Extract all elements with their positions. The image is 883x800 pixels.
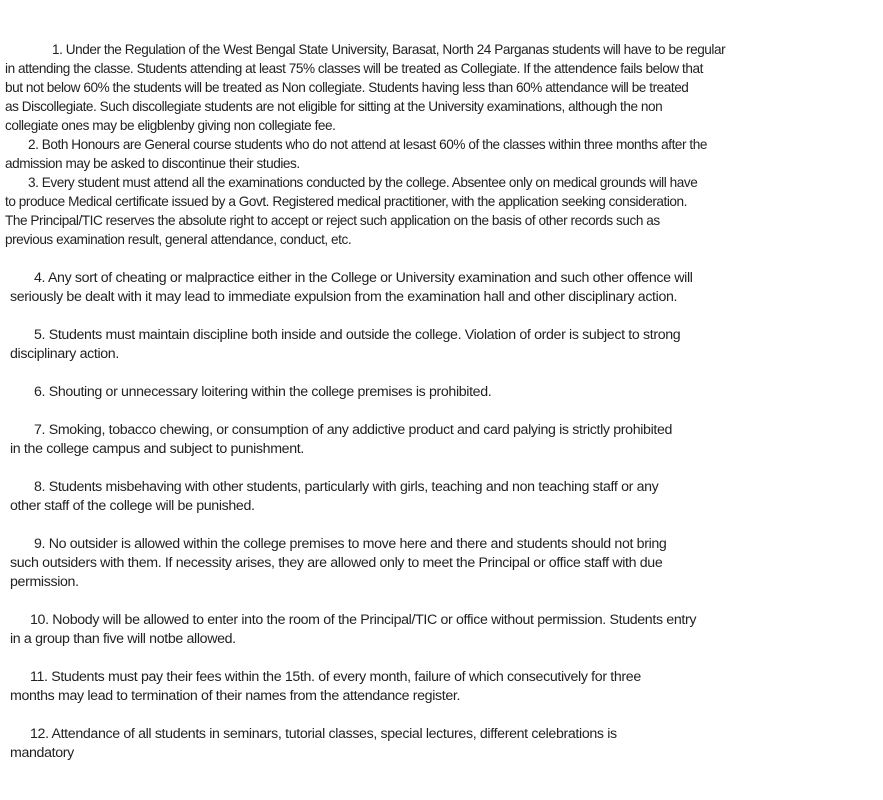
rule-5-line-1: 5. Students must maintain discipline both inside and outside the college. Violation of order is subject to strong	[34, 327, 681, 343]
rule-2-line-1: 2. Both Honours are General course students who do not attend at lesast 60% of the classes within three months after the	[28, 137, 707, 152]
rule-1-line-4: as Discollegiate. Such discollegiate students are not eligible for sitting at the University examinations, although the non	[5, 99, 663, 114]
rule-1-line-5: collegiate ones may be eligblenby giving non collegiate fee.	[5, 118, 336, 133]
rule-5-line-2: disciplinary action.	[10, 346, 119, 362]
rule-1-line-1: 1. Under the Regulation of the West Bengal State University, Barasat, North 24 Parganas students will have to be regular	[52, 42, 726, 57]
rule-9-line-2: such outsiders with them. If necessity arises, they are allowed only to meet the Principal or office staff with due	[10, 555, 663, 571]
rule-9-line-1: 9. No outsider is allowed within the college premises to move here and there and students should not bring	[34, 536, 667, 552]
rule-1-line-3: but not below 60% the students will be treated as Non collegiate. Students having less than 60% attendance will be treated	[5, 80, 689, 95]
rule-7-line-1: 7. Smoking, tobacco chewing, or consumption of any addictive product and card palying is strictly prohibited	[34, 422, 673, 438]
rule-8-line-2: other staff of the college will be punished.	[10, 498, 255, 514]
rule-3-line-3: The Principal/TIC reserves the absolute right to accept or reject such application on the basis of other records such as	[5, 213, 660, 228]
rule-2-line-2: admission may be asked to discontinue their studies.	[5, 156, 300, 171]
rule-12-line-2: mandatory	[10, 745, 74, 761]
rule-11-line-1: 11. Students must pay their fees within the 15th. of every month, failure of which consecutively for three	[30, 669, 641, 685]
rule-1-line-2: in attending the classe. Students attending at least 75% classes will be treated as Collegiate. If the attendence fails below that	[5, 61, 703, 76]
rule-9-line-3: permission.	[10, 574, 79, 590]
rule-4-line-2: seriously be dealt with it may lead to immediate expulsion from the examination hall and other disciplinary action.	[10, 289, 678, 305]
rule-4-line-1: 4. Any sort of cheating or malpractice either in the College or University examination and such other offence will	[34, 270, 693, 286]
rule-10-line-2: in a group than five will notbe allowed.	[10, 631, 236, 647]
rule-8-line-1: 8. Students misbehaving with other students, particularly with girls, teaching and non teaching staff or any	[34, 479, 659, 495]
rule-11-line-2: months may lead to termination of their names from the attendance register.	[10, 688, 461, 704]
rule-6-line-1: 6. Shouting or unnecessary loitering within the college premises is prohibited.	[34, 384, 492, 400]
rule-12-line-1: 12. Attendance of all students in seminars, tutorial classes, special lectures, different celebrations is	[30, 726, 617, 742]
rule-3-line-2: to produce Medical certificate issued by a Govt. Registered medical practitioner, with the application seeking consideration.	[5, 194, 687, 209]
rule-3-line-4: previous examination result, general attendance, conduct, etc.	[5, 232, 352, 247]
rule-3-line-1: 3. Every student must attend all the examinations conducted by the college. Absentee only on medical grounds will have	[28, 175, 698, 190]
rule-10-line-1: 10. Nobody will be allowed to enter into the room of the Principal/TIC or office without permission. Students entry	[30, 612, 697, 628]
rule-7-line-2: in the college campus and subject to punishment.	[10, 441, 304, 457]
